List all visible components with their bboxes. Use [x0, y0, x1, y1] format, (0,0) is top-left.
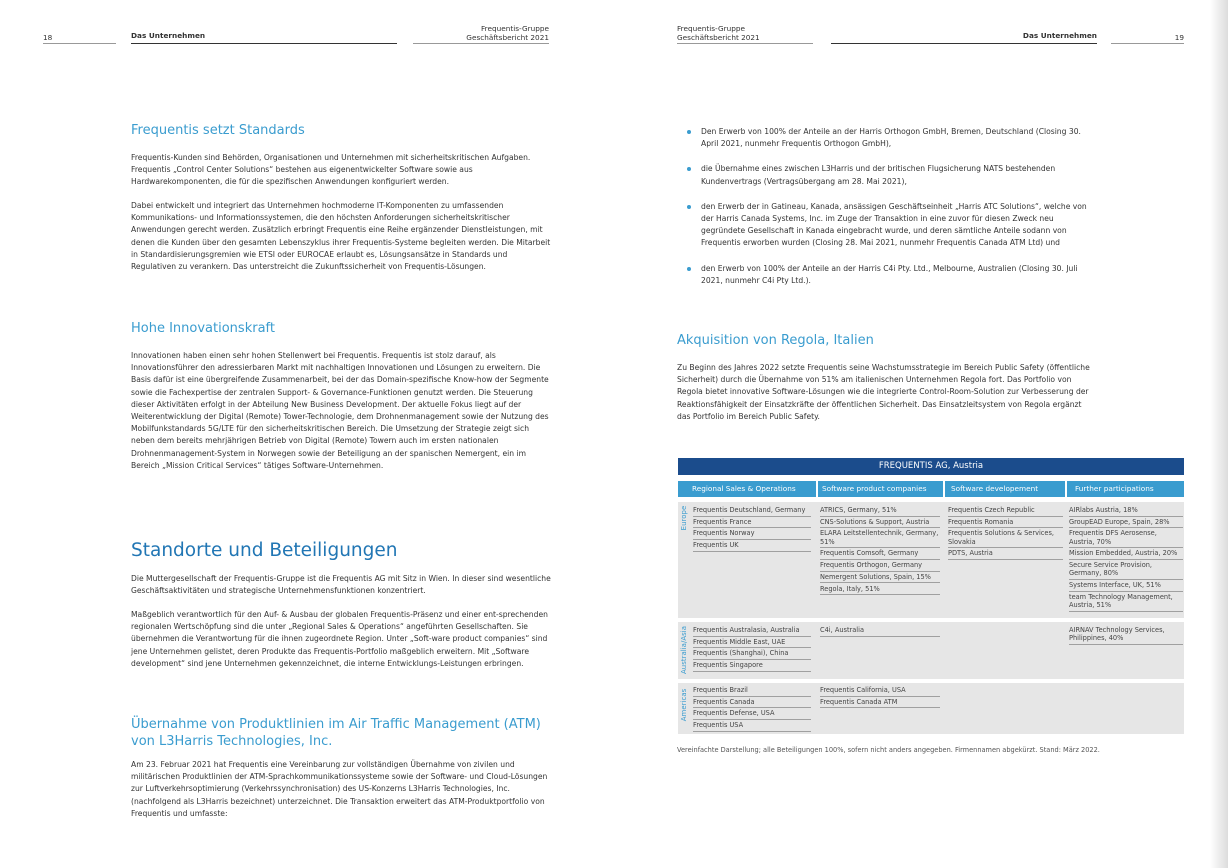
- paragraph: Dabei entwickelt und integriert das Unternehmen hochmoderne IT-Komponenten zu umfassenden Kommunikations- und Informationssystemen, die den höchsten Anforderungen sicherheitskritischer Anwendungen gerecht werden. Zusätzlich erbringt Frequentis eine Reihe ergänzender Dienstleistungen, mit denen die Kunden über den gesamten Lebenszyklus ihrer Frequentis-Systeme begleiten werden. Die Mitarbeit in Standardisierungsgremien wie ETSI oder EUROCAE erlaubt es, Lösungsansätze in Standards und Regulativen zu verankern. Das unterstreicht die Zukunftssicherheit von Frequentis-Lösungen.: [131, 201, 551, 272]
- heading-standards: Frequentis setzt Standards: [131, 123, 305, 138]
- org-company-entry: Frequentis Singapore: [693, 661, 811, 672]
- org-company-entry: ELARA Leitstellentechnik, Germany, 51%: [820, 529, 940, 548]
- org-company-entry: ATRICS, Germany, 51%: [820, 506, 940, 517]
- org-company-entry: Frequentis Deutschland, Germany: [693, 506, 811, 517]
- paragraph: Innovationen haben einen sehr hohen Stellenwert bei Frequentis. Frequentis ist stolz darauf, als Innovationsführer den adressierbaren Markt mit nachhaltigen Innovationen und Lösungen zu erweitern. Die Basis dafür ist eine übergreifende Zusammenarbeit, bei der das Domain-spezifische Know-how der Segmente sowie die Fachexpertise der zentralen Support- & Governance-Funktionen genutzt werden. Die Steuerung dieser Aktivitäten erfolgt in der Abteilung New Business Development. Der aktuelle Fokus liegt auf der Weiterentwicklung der Digital (Remote) Tower-Technologie, dem Drohnenmanagement sowie der Nutzung des Mobilfunkstandards 5G/LTE für den sicherheitskritischen Bereich. Die Umsetzung der Strategie zeigt sich neben dem bereits mehrjährigen Betrieb von Digital (Remote) Towern auch im ersten nationalen Drohnenmanagement-System in Norwegen sowie der Beteiligung an der spanischen Nemergent, ein im Bereich „Mission Critical Services“ tätiges Software-Unternehmen.: [131, 351, 549, 470]
- bullet-item: den Erwerb von 100% der Anteile an der Harris C4i Pty. Ltd., Melbourne, Australien (Closing 30. Juli 2021, nunmehr C4i Pty Ltd.).: [677, 263, 1097, 287]
- org-chart-title: FREQUENTIS AG, Austria: [678, 458, 1184, 475]
- org-company-entry: Frequentis DFS Aerosense, Austria, 70%: [1069, 529, 1183, 548]
- paragraph: Maßgeblich verantwortlich für den Auf- & Ausbau der globalen Frequentis-Präsenz und einer ent-sprechenden regionalen Wertschöpfung sind die unter „Regional Sales & Operations“ angeführten Gesellschaften. Sie übernehmen die Verantwortung für die ihnen zugeordnete Region. Unter „Soft-ware product companies“ sind jene Unternehmen gelistet, deren Produkte das Frequentis-Portfolio maßgeblich erweitern. Mit „Software development“ sind jene Unternehmen gekennzeichnet, die interne Entwicklungs-Leistungen erbringen.: [131, 610, 548, 668]
- org-column-header: Software product companies: [818, 481, 943, 497]
- org-company-entry: Nemergent Solutions, Spain, 15%: [820, 573, 940, 584]
- report-label-right: Geschäftsbericht 2021: [677, 33, 760, 42]
- group-label-left: Frequentis-Gruppe: [481, 24, 549, 33]
- org-company-entry: Frequentis Canada ATM: [820, 698, 940, 709]
- page-edge-shadow: [1210, 0, 1228, 868]
- org-company-entry: Regola, Italy, 51%: [820, 585, 940, 596]
- header-rule: [1111, 43, 1184, 44]
- org-company-entry: Frequentis Middle East, UAE: [693, 638, 811, 649]
- org-company-entry: CNS-Solutions & Support, Austria: [820, 518, 940, 529]
- bullet-item: die Übernahme eines zwischen L3Harris und der britischen Flugsicherung NATS bestehenden Kundenvertrags (Vertragsübergang am 28. Mai 2021),: [677, 163, 1097, 187]
- org-company-entry: Frequentis Defense, USA: [693, 709, 811, 720]
- section-label-right: Das Unternehmen: [1022, 31, 1097, 40]
- org-company-entry: Frequentis USA: [693, 721, 811, 732]
- section-label-left: Das Unternehmen: [131, 31, 206, 40]
- bullet-dot-icon: [687, 130, 691, 134]
- heading-regola: Akquisition von Regola, Italien: [677, 333, 874, 348]
- org-region-label: Americas: [680, 688, 688, 722]
- org-company-entry: Frequentis Romania: [948, 518, 1063, 529]
- org-company-entry: Frequentis Brazil: [693, 686, 811, 697]
- org-column-header: Regional Sales & Operations: [678, 481, 816, 497]
- bullet-dot-icon: [687, 267, 691, 271]
- org-company-entry: PDTS, Austria: [948, 549, 1063, 560]
- heading-locations: Standorte und Beteiligungen: [131, 540, 398, 561]
- org-company-entry: Frequentis California, USA: [820, 686, 940, 697]
- org-company-entry: Frequentis (Shanghai), China: [693, 649, 811, 660]
- org-company-entry: Frequentis Canada: [693, 698, 811, 709]
- org-company-entry: GroupEAD Europe, Spain, 28%: [1069, 518, 1183, 529]
- bullet-dot-icon: [687, 167, 691, 171]
- org-company-entry: Systems Interface, UK, 51%: [1069, 581, 1183, 592]
- page-number-left: 18: [43, 33, 53, 42]
- paragraph: Zu Beginn des Jahres 2022 setzte Frequentis seine Wachstumsstrategie im Bereich Public Safety (öffentliche Sicherheit) durch die Übernahme von 51% am italienischen Unternehmen Regola fort. Das Portfolio von Regola bietet innovative Software-Lösungen wie die integrierte Control-Room-Solution zur Verbesserung der Reaktionsfähigkeit der Einsatzkräfte der öffentlichen Sicherheit. Das Einsatzleitsystem von Regola ergänzt das Portfolio im Bereich Public Safety.: [677, 363, 1090, 421]
- org-column-header: Software developement: [945, 481, 1065, 497]
- header-rule: [831, 43, 1097, 44]
- paragraph: Frequentis-Kunden sind Behörden, Organisationen und Unternehmen mit sicherheitskritischen Aufgaben. Frequentis „Control Center Solutions“ bestehen aus eigenentwickelter Software sowie aus Hardwarekomponenten, die für die spezifischen Anwendungen konfiguriert werden.: [131, 153, 531, 187]
- org-company-entry: Secure Service Provision, Germany, 80%: [1069, 561, 1183, 580]
- org-chart-footnote: Vereinfachte Darstellung; alle Beteiligungen 100%, sofern nicht anders angegeben. Firmennamen abgekürzt. Stand: März 2022.: [677, 746, 1100, 754]
- org-company-entry: Frequentis UK: [693, 541, 811, 552]
- org-company-entry: AIRNAV Technology Services, Philippines, 40%: [1069, 626, 1183, 645]
- acquisition-bullet-list: [677, 126, 1097, 300]
- page-number-right: 19: [1174, 33, 1184, 42]
- org-company-entry: team Technology Management, Austria, 51%: [1069, 593, 1183, 612]
- paragraph: Am 23. Februar 2021 hat Frequentis eine Vereinbarung zur vollständigen Übernahme von zivilen und militärischen Produktlinien der ATM-Sprachkommunikationssysteme sowie der Software- und Cloud-Lösungen zur Luftverkehrsoptimierung (Verkehrssynchronisation) des US-Konzerns L3Harris Technologies, Inc. (nachfolgend als L3Harris bezeichnet) unterzeichnet. Die Transaktion erweitert das ATM-Produktportfolio von Frequentis und umfasste:: [131, 760, 548, 818]
- bullet-item: Den Erwerb von 100% der Anteile an der Harris Orthogon GmbH, Bremen, Deutschland (Closing 30. April 2021, nunmehr Frequentis Orthogon GmbH),: [677, 126, 1097, 150]
- bullet-item: den Erwerb der in Gatineau, Kanada, ansässigen Geschäftseinheit „Harris ATC Solutions“, welche von der Harris Canada Systems, Inc. im Zuge der Transaktion in eine zuvor für diesen Zweck neu gegründete Gesellschaft in Kanada eingebracht wurde, und deren sämtliche Anteile sodann von Frequentis erworben wurden (Closing 28. Mai 2021, nunmehr Frequentis Canada ATM Ltd) und: [677, 201, 1097, 250]
- header-rule: [677, 43, 813, 44]
- org-company-entry: Frequentis Comsoft, Germany: [820, 549, 940, 560]
- org-company-entry: Frequentis Australasia, Australia: [693, 626, 811, 637]
- report-label-left: Geschäftsbericht 2021: [466, 33, 549, 42]
- org-company-entry: Frequentis Orthogon, Germany: [820, 561, 940, 572]
- org-company-entry: Mission Embedded, Austria, 20%: [1069, 549, 1183, 560]
- org-company-entry: Frequentis Solutions & Services, Slovakia: [948, 529, 1063, 548]
- org-region-label: Australia/Asia: [680, 626, 688, 674]
- header-rule: [131, 43, 397, 44]
- heading-atm-acquisition: Übernahme von Produktlinien im Air Traffic Management (ATM) von L3Harris Technologies, Inc.: [131, 717, 541, 749]
- org-company-entry: AIRlabs Austria, 18%: [1069, 506, 1183, 517]
- bullet-dot-icon: [687, 205, 691, 209]
- heading-innovation: Hohe Innovationskraft: [131, 321, 275, 336]
- org-company-entry: Frequentis Norway: [693, 529, 811, 540]
- org-company-entry: Frequentis France: [693, 518, 811, 529]
- org-column-header: Further participations: [1067, 481, 1184, 497]
- group-label-right: Frequentis-Gruppe: [677, 24, 745, 33]
- paragraph: Die Muttergesellschaft der Frequentis-Gruppe ist die Frequentis AG mit Sitz in Wien. In dieser sind wesentliche Geschäftsaktivitäten und strategische Unternehmensfunktionen konzentriert.: [131, 574, 551, 596]
- org-company-entry: C4i, Australia: [820, 626, 940, 637]
- org-region-label: Europe: [680, 505, 688, 531]
- org-company-entry: Frequentis Czech Republic: [948, 506, 1063, 517]
- header-rule: [413, 43, 549, 44]
- header-rule: [43, 43, 116, 44]
